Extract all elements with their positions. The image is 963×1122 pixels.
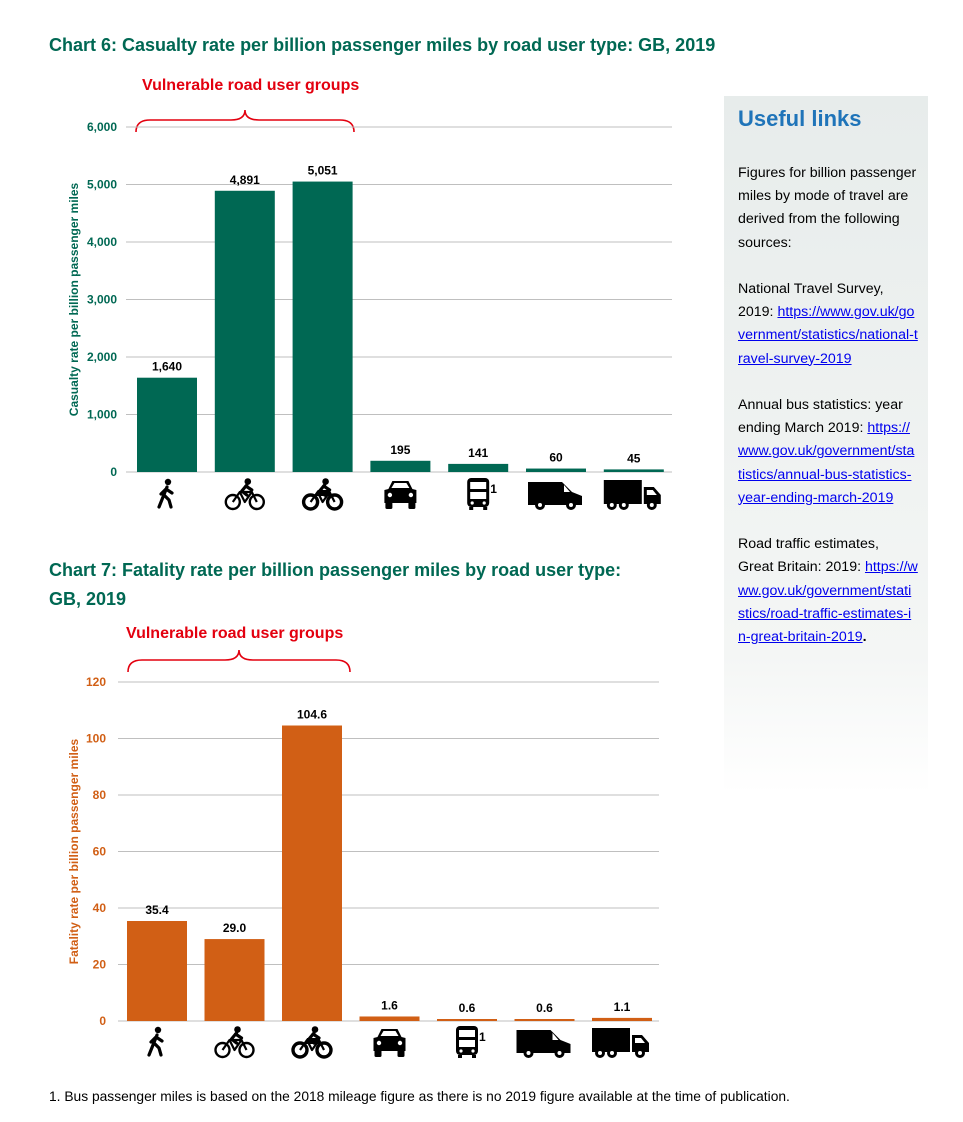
- car-icon: [384, 481, 416, 509]
- bar: [360, 1016, 420, 1021]
- y-tick-label: 2,000: [86, 350, 117, 364]
- y-tick-label: 4,000: [86, 235, 117, 249]
- footnote: 1. Bus passenger miles is based on the 2018 mileage figure as there is no 2019 figure available at the time of publication.: [49, 1089, 790, 1104]
- vulnerable-groups-brace: [136, 110, 354, 132]
- bar-value-label: 141: [468, 445, 489, 460]
- lorry-icon: [604, 480, 661, 510]
- y-tick-label: 100: [85, 731, 106, 746]
- bus-stats-link[interactable]: https://www.gov.uk/government/statistics/annual-bus-statistics-year-ending-march-2019: [738, 420, 915, 506]
- chart7-vulnerable-label: Vulnerable road user groups: [126, 625, 344, 642]
- bar: [293, 182, 353, 472]
- nts-label: National Travel Survey, 2019:: [738, 281, 884, 321]
- vulnerable-groups-brace: [128, 650, 350, 672]
- bar: [437, 1019, 497, 1021]
- pedestrian-icon: [149, 1027, 162, 1055]
- bus-source: [738, 394, 918, 510]
- bar-value-label: 1.1: [613, 999, 631, 1014]
- road-suffix: .: [862, 629, 867, 646]
- y-tick-label: 20: [92, 957, 106, 972]
- bar-value-label: 45: [627, 451, 641, 466]
- pedestrian-icon: [159, 479, 172, 507]
- cyclist-icon: [216, 1026, 254, 1057]
- useful-links-title: Useful links: [738, 106, 862, 131]
- bar: [127, 921, 187, 1021]
- bar-value-label: 104.6: [296, 707, 328, 722]
- useful-links-body: [738, 162, 918, 672]
- bar-value-label: 195: [390, 442, 411, 457]
- road-label: Road traffic estimates, Great Britain: 2019:: [738, 536, 879, 576]
- bar-value-label: 60: [549, 450, 563, 465]
- car-icon: [374, 1029, 406, 1057]
- y-tick-label: 80: [92, 788, 106, 802]
- nts-source: [738, 278, 918, 371]
- bar: [282, 726, 342, 1021]
- cyclist-icon: [226, 478, 264, 509]
- bar-value-label: 1.6: [381, 998, 398, 1013]
- chart6-vulnerable-label: Vulnerable road user groups: [142, 77, 360, 94]
- bar: [370, 461, 430, 472]
- bar-value-label: 0.6: [536, 1001, 553, 1015]
- bar: [205, 939, 265, 1021]
- bus-icon: [467, 478, 489, 510]
- bar: [604, 469, 664, 472]
- bar: [592, 1018, 652, 1021]
- chart7-title-line1: Chart 7: Fatality rate per billion passenger miles by road user type:: [49, 560, 622, 580]
- motorcyclist-icon: [304, 478, 342, 509]
- bus-label: Annual bus statistics: year ending March 2019:: [738, 397, 903, 437]
- bar: [515, 1019, 575, 1021]
- bar-value-label: 0.6: [458, 1001, 476, 1015]
- useful-links-panel: [724, 96, 928, 794]
- y-axis-label: Fatality rate per billion passenger miles: [67, 738, 81, 965]
- lorry-icon: [592, 1028, 649, 1058]
- chart7-title-line2: GB, 2019: [49, 589, 127, 609]
- nts-link[interactable]: https://www.gov.uk/government/statistics/national-travel-survey-2019: [738, 304, 918, 367]
- bus-icon: [456, 1026, 478, 1058]
- bar-value-label: 4,891: [229, 172, 260, 187]
- road-traffic-link[interactable]: https://www.gov.uk/government/statistics/road-traffic-estimates-in-great-britain-2019: [738, 559, 918, 646]
- y-tick-label: 5,000: [86, 177, 117, 192]
- footnote-marker: 1: [479, 1030, 486, 1044]
- bar: [448, 464, 508, 472]
- y-tick-label: 40: [92, 901, 106, 915]
- footnote-marker: 1: [490, 482, 497, 496]
- y-tick-label: 6,000: [86, 120, 117, 134]
- useful-links-intro: Figures for billion passenger miles by mode of travel are derived from the following sources:: [738, 165, 917, 251]
- chart6-title: Chart 6: Casualty rate per billion passenger miles by road user type: GB, 2019: [49, 35, 716, 55]
- bar-value-label: 35.4: [145, 902, 169, 917]
- van-icon: [517, 1030, 571, 1058]
- bar-value-label: 1,640: [151, 359, 183, 374]
- chart6-casualty-rate-chart: [0, 100, 700, 520]
- y-tick-label: 120: [85, 675, 106, 689]
- bar: [526, 469, 586, 472]
- bar-value-label: 5,051: [307, 163, 338, 178]
- y-tick-label: 60: [92, 844, 106, 859]
- bar: [137, 378, 197, 472]
- road-source: [738, 533, 918, 649]
- bar: [215, 191, 275, 472]
- y-tick-label: 0: [110, 465, 117, 479]
- van-icon: [528, 482, 582, 510]
- chart7-fatality-rate-chart: [0, 648, 700, 1068]
- bar-value-label: 29.0: [222, 921, 247, 936]
- y-tick-label: 3,000: [86, 292, 117, 307]
- motorcyclist-icon: [293, 1026, 331, 1057]
- y-axis-label: Casualty rate per billion passenger miles: [67, 182, 81, 417]
- y-tick-label: 1,000: [86, 407, 117, 422]
- y-tick-label: 0: [99, 1014, 106, 1028]
